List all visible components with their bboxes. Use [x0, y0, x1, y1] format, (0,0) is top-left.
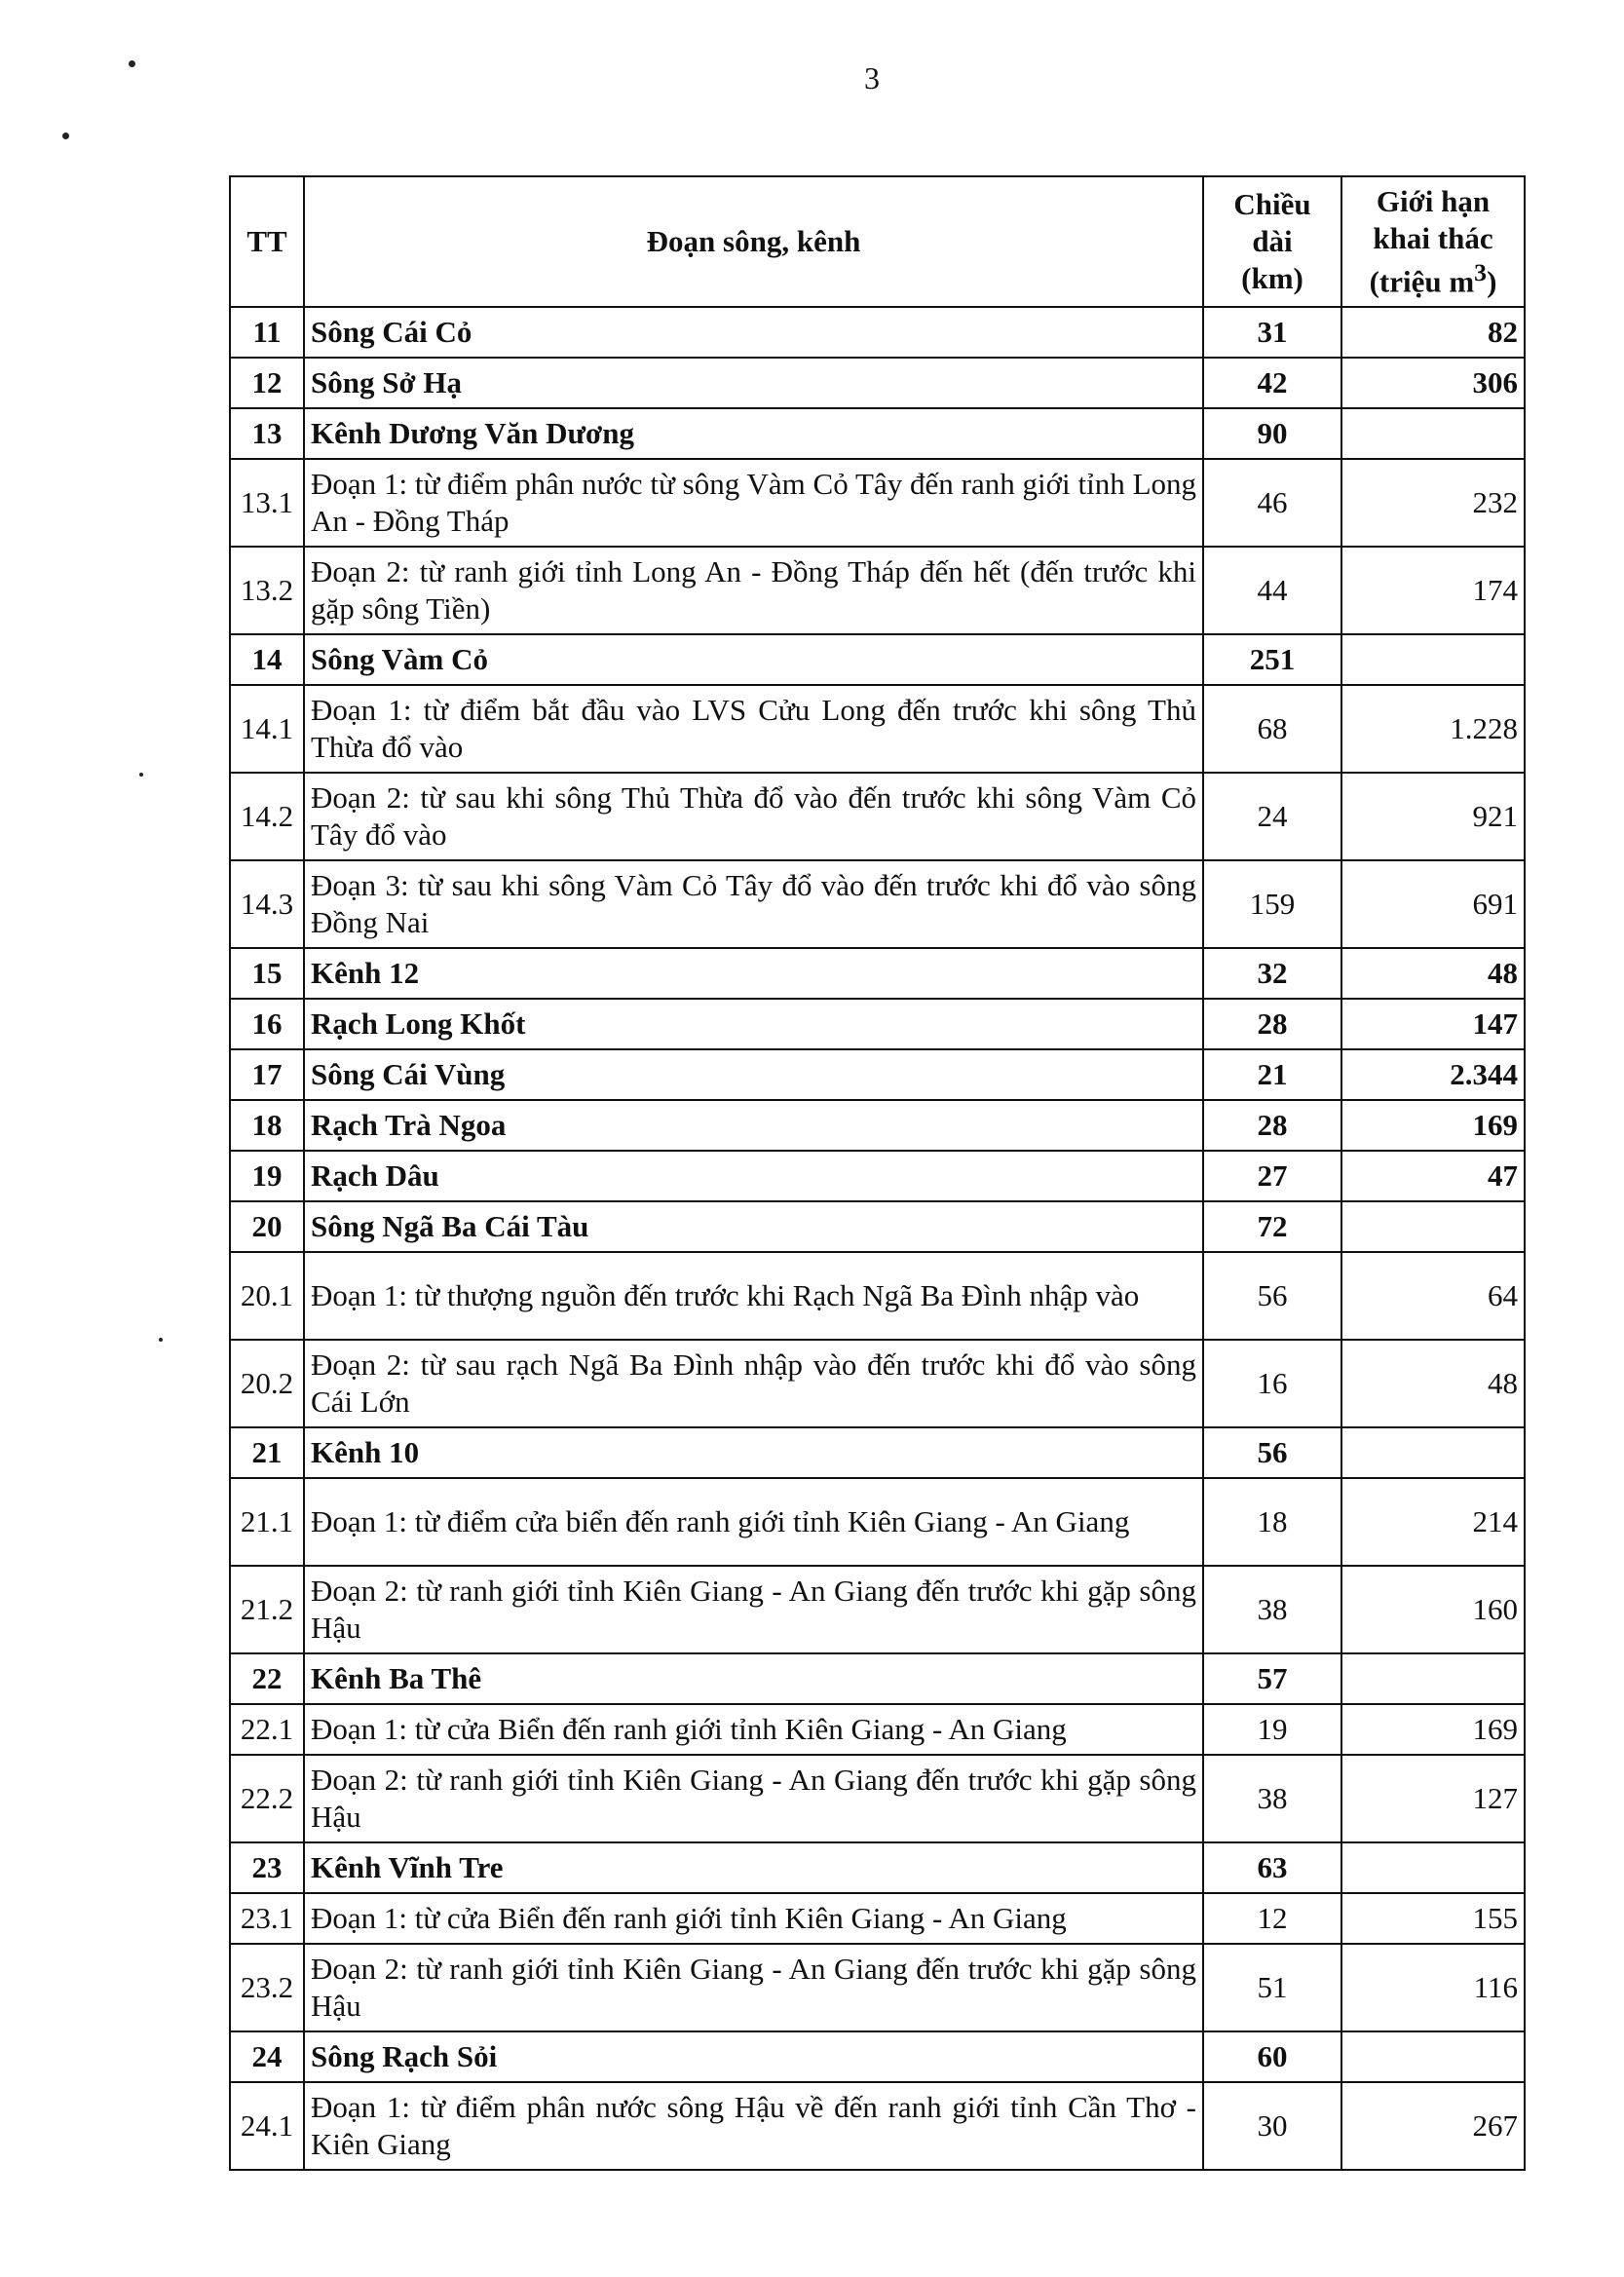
table-row	[230, 999, 1525, 1049]
row-length: 68	[1203, 685, 1341, 773]
row-length: 251	[1203, 634, 1341, 685]
row-length: 21	[1203, 1049, 1341, 1100]
row-name: Đoạn 3: từ sau khi sông Vàm Cỏ Tây đổ vào đến trước khi đổ vào sông Đồng Nai	[304, 860, 1203, 948]
water-limit-table	[229, 175, 1526, 2171]
row-name: Đoạn 2: từ sau khi sông Thủ Thừa đổ vào đến trước khi sông Vàm Cỏ Tây đổ vào	[304, 773, 1203, 860]
row-limit	[1341, 408, 1525, 459]
row-tt: 14.2	[230, 773, 304, 860]
row-name: Sông Cái Cỏ	[304, 307, 1203, 358]
row-tt: 24.1	[230, 2082, 304, 2170]
row-length: 30	[1203, 2082, 1341, 2170]
row-length: 51	[1203, 1944, 1341, 2031]
row-limit: 160	[1341, 1566, 1525, 1653]
row-tt: 23.1	[230, 1893, 304, 1944]
row-length: 42	[1203, 358, 1341, 408]
row-length: 56	[1203, 1427, 1341, 1478]
table-row	[230, 1151, 1525, 1201]
table-row	[230, 634, 1525, 685]
table-row	[230, 1566, 1525, 1653]
table-row	[230, 773, 1525, 860]
row-limit: 169	[1341, 1100, 1525, 1151]
row-name: Đoạn 1: từ cửa Biển đến ranh giới tỉnh Kiên Giang - An Giang	[304, 1704, 1203, 1755]
row-tt: 21	[230, 1427, 304, 1478]
header-limit-unit: (triệu m	[1369, 264, 1475, 299]
row-name: Rạch Dâu	[304, 1151, 1203, 1201]
page-number: 3	[864, 60, 880, 95]
header-limit-exponent: 3	[1474, 257, 1488, 286]
row-length: 19	[1203, 1704, 1341, 1755]
row-name: Đoạn 2: từ ranh giới tỉnh Kiên Giang - An Giang đến trước khi gặp sông Hậu	[304, 1755, 1203, 1842]
row-tt: 17	[230, 1049, 304, 1100]
row-length: 72	[1203, 1201, 1341, 1252]
row-tt: 15	[230, 948, 304, 999]
row-length: 60	[1203, 2031, 1341, 2082]
row-limit	[1341, 1842, 1525, 1893]
row-name: Đoạn 2: từ ranh giới tỉnh Long An - Đồng Tháp đến hết (đến trước khi gặp sông Tiền)	[304, 547, 1203, 634]
row-name: Sông Sở Hạ	[304, 358, 1203, 408]
row-limit: 921	[1341, 773, 1525, 860]
row-tt: 20.1	[230, 1252, 304, 1340]
row-length: 24	[1203, 773, 1341, 860]
row-limit: 174	[1341, 547, 1525, 634]
row-limit: 155	[1341, 1893, 1525, 1944]
row-limit: 147	[1341, 999, 1525, 1049]
row-tt: 19	[230, 1151, 304, 1201]
row-name: Đoạn 1: từ thượng nguồn đến trước khi Rạch Ngã Ba Đình nhập vào	[304, 1252, 1203, 1340]
table-row	[230, 1252, 1525, 1340]
table-row	[230, 860, 1525, 948]
table-row	[230, 1478, 1525, 1566]
row-tt: 14.1	[230, 685, 304, 773]
header-length	[1203, 176, 1341, 307]
row-limit	[1341, 2031, 1525, 2082]
row-name: Sông Vàm Cỏ	[304, 634, 1203, 685]
header-limit-line: Giới hạn	[1376, 184, 1491, 219]
row-limit	[1341, 1201, 1525, 1252]
row-name: Đoạn 1: từ điểm cửa biển đến ranh giới tỉnh Kiên Giang - An Giang	[304, 1478, 1203, 1566]
row-length: 159	[1203, 860, 1341, 948]
row-tt: 22.2	[230, 1755, 304, 1842]
table-row	[230, 1100, 1525, 1151]
row-limit: 116	[1341, 1944, 1525, 2031]
row-length: 27	[1203, 1151, 1341, 1201]
table-row	[230, 2082, 1525, 2170]
row-length: 12	[1203, 1893, 1341, 1944]
row-name: Đoạn 1: từ điểm bắt đầu vào LVS Cửu Long đến trước khi sông Thủ Thừa đổ vào	[304, 685, 1203, 773]
header-length-line: Chiều	[1233, 187, 1311, 222]
row-length: 38	[1203, 1755, 1341, 1842]
table-row	[230, 307, 1525, 358]
row-limit: 214	[1341, 1478, 1525, 1566]
row-length: 18	[1203, 1478, 1341, 1566]
table-row	[230, 1755, 1525, 1842]
scan-speck	[139, 773, 143, 777]
table-row	[230, 358, 1525, 408]
row-name: Đoạn 1: từ cửa Biển đến ranh giới tỉnh Kiên Giang - An Giang	[304, 1893, 1203, 1944]
row-tt: 18	[230, 1100, 304, 1151]
header-limit-close: )	[1487, 264, 1497, 299]
table-row	[230, 1944, 1525, 2031]
header-length-unit: (km)	[1241, 260, 1303, 295]
row-limit: 1.228	[1341, 685, 1525, 773]
row-tt: 22	[230, 1653, 304, 1704]
row-name: Rạch Trà Ngoa	[304, 1100, 1203, 1151]
table-row	[230, 459, 1525, 547]
row-limit: 306	[1341, 358, 1525, 408]
row-tt: 11	[230, 307, 304, 358]
table-row	[230, 1653, 1525, 1704]
row-tt: 21.2	[230, 1566, 304, 1653]
row-length: 32	[1203, 948, 1341, 999]
row-tt: 12	[230, 358, 304, 408]
row-length: 90	[1203, 408, 1341, 459]
row-limit: 47	[1341, 1151, 1525, 1201]
row-limit: 82	[1341, 307, 1525, 358]
row-name: Đoạn 2: từ ranh giới tỉnh Kiên Giang - An Giang đến trước khi gặp sông Hậu	[304, 1944, 1203, 2031]
row-tt: 14	[230, 634, 304, 685]
row-length: 56	[1203, 1252, 1341, 1340]
scan-speck	[129, 60, 135, 67]
row-tt: 21.1	[230, 1478, 304, 1566]
row-name: Đoạn 1: từ điểm phân nước từ sông Vàm Cỏ Tây đến ranh giới tỉnh Long An - Đồng Tháp	[304, 459, 1203, 547]
table-row	[230, 1201, 1525, 1252]
row-length: 28	[1203, 999, 1341, 1049]
row-tt: 20.2	[230, 1340, 304, 1427]
row-length: 57	[1203, 1653, 1341, 1704]
row-name: Kênh 10	[304, 1427, 1203, 1478]
table-row	[230, 1049, 1525, 1100]
header-tt: TT	[230, 176, 304, 307]
row-tt: 13	[230, 408, 304, 459]
row-length: 31	[1203, 307, 1341, 358]
table-row	[230, 1842, 1525, 1893]
table-row	[230, 1340, 1525, 1427]
row-tt: 23	[230, 1842, 304, 1893]
table-row	[230, 547, 1525, 634]
row-name: Sông Ngã Ba Cái Tàu	[304, 1201, 1203, 1252]
row-name: Kênh Dương Văn Dương	[304, 408, 1203, 459]
row-length: 28	[1203, 1100, 1341, 1151]
row-length: 44	[1203, 547, 1341, 634]
scan-speck	[159, 1338, 163, 1342]
row-tt: 14.3	[230, 860, 304, 948]
header-limit-line: khai thác	[1373, 220, 1493, 255]
row-tt: 20	[230, 1201, 304, 1252]
row-name: Rạch Long Khốt	[304, 999, 1203, 1049]
row-limit: 64	[1341, 1252, 1525, 1340]
row-length: 16	[1203, 1340, 1341, 1427]
row-name: Kênh Vĩnh Tre	[304, 1842, 1203, 1893]
header-limit	[1341, 176, 1525, 307]
row-name: Kênh 12	[304, 948, 1203, 999]
row-name: Sông Rạch Sỏi	[304, 2031, 1203, 2082]
row-name: Đoạn 2: từ sau rạch Ngã Ba Đình nhập vào đến trước khi đổ vào sông Cái Lớn	[304, 1340, 1203, 1427]
table-row	[230, 1427, 1525, 1478]
table-row	[230, 2031, 1525, 2082]
row-name: Đoạn 2: từ ranh giới tỉnh Kiên Giang - An Giang đến trước khi gặp sông Hậu	[304, 1566, 1203, 1653]
row-tt: 23.2	[230, 1944, 304, 2031]
table-row	[230, 1893, 1525, 1944]
row-limit: 48	[1341, 1340, 1525, 1427]
row-length: 46	[1203, 459, 1341, 547]
row-limit	[1341, 1653, 1525, 1704]
row-limit: 127	[1341, 1755, 1525, 1842]
row-name: Sông Cái Vùng	[304, 1049, 1203, 1100]
row-length: 38	[1203, 1566, 1341, 1653]
row-length: 63	[1203, 1842, 1341, 1893]
row-tt: 16	[230, 999, 304, 1049]
row-limit: 2.344	[1341, 1049, 1525, 1100]
table-header-row	[230, 176, 1525, 307]
row-limit: 267	[1341, 2082, 1525, 2170]
row-tt: 13.2	[230, 547, 304, 634]
row-limit: 169	[1341, 1704, 1525, 1755]
row-limit	[1341, 1427, 1525, 1478]
row-tt: 13.1	[230, 459, 304, 547]
row-tt: 22.1	[230, 1704, 304, 1755]
row-limit: 48	[1341, 948, 1525, 999]
header-name: Đoạn sông, kênh	[304, 176, 1203, 307]
table-row	[230, 948, 1525, 999]
header-length-line: dài	[1252, 224, 1293, 259]
row-tt: 24	[230, 2031, 304, 2082]
table-row	[230, 1704, 1525, 1755]
row-limit	[1341, 634, 1525, 685]
scan-speck	[62, 133, 69, 139]
table-row	[230, 685, 1525, 773]
row-name: Đoạn 1: từ điểm phân nước sông Hậu về đến ranh giới tỉnh Cần Thơ - Kiên Giang	[304, 2082, 1203, 2170]
row-limit: 691	[1341, 860, 1525, 948]
row-limit: 232	[1341, 459, 1525, 547]
row-name: Kênh Ba Thê	[304, 1653, 1203, 1704]
table-row	[230, 408, 1525, 459]
